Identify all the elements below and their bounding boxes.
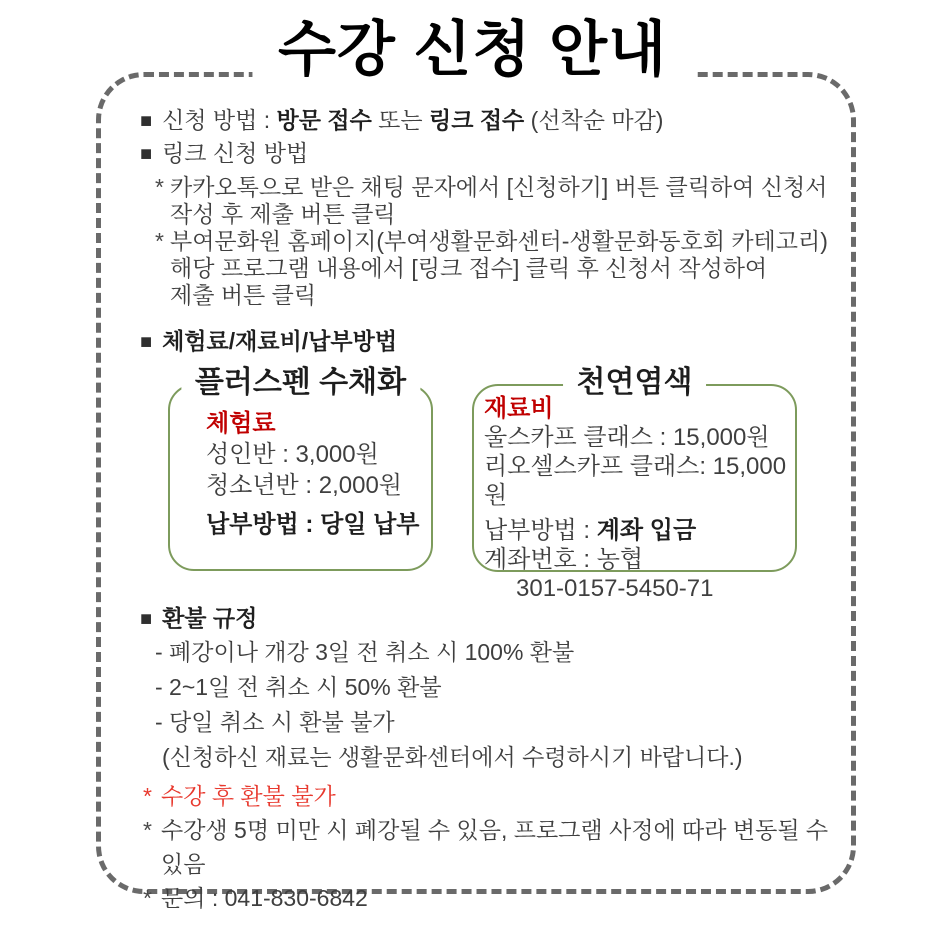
- no-refund-warning: [143, 779, 840, 813]
- account-number: 301-0157-5450-71: [516, 575, 714, 602]
- experience-fee-label: 체험료: [206, 410, 276, 437]
- square-bullet-icon: ■: [140, 608, 153, 630]
- step-text: 제출 버튼 클릭: [170, 282, 317, 308]
- youth-class-fee: 청소년반 : 2,000원: [206, 472, 402, 499]
- wool-scarf-fee: 울스카프 클래스 : 15,000원: [484, 424, 770, 451]
- step-line: [155, 228, 840, 255]
- footnote-text: 수강생 5명 미만 시 폐강될 수 있음, 프로그램 사정에 따라 변동될 수 있음: [161, 817, 829, 877]
- watercolor-box-body: [170, 386, 431, 540]
- step-line: [155, 255, 840, 282]
- dyeing-payment-method: [484, 516, 795, 545]
- adult-class-fee: 성인반 : 3,000원: [206, 441, 379, 468]
- step-text: 작성 후 제출 버튼 클릭: [170, 201, 396, 227]
- refund-policy-heading: [140, 602, 840, 635]
- step-line: [155, 201, 840, 228]
- fees-section-heading: [140, 325, 840, 358]
- fees-heading-text: 체험료/재료비/납부방법: [162, 328, 398, 354]
- dyeing-box-body: [474, 386, 795, 603]
- step-text: 부여문화원 홈페이지(부여생활문화센터-생활문화동호회 카테고리): [170, 228, 828, 254]
- asterisk-marker: *: [155, 174, 164, 200]
- account-bank-line: 계좌번호 : 농협: [484, 546, 644, 573]
- step-text: 카카오톡으로 받은 채팅 문자에서 [신청하기] 버튼 클릭하여 신청서: [170, 174, 828, 200]
- link-method-heading: [140, 137, 840, 170]
- refund-rule: - 폐강이나 개강 3일 전 취소 시 100% 환불: [155, 639, 575, 665]
- refund-policy-lines: [140, 635, 840, 775]
- asterisk-marker: *: [143, 885, 152, 911]
- footnote-text: 수강 후 환불 불가: [161, 783, 336, 809]
- material-pickup-note: (신청하신 재료는 생활문화센터에서 수령하시기 바랍니다.): [162, 744, 743, 770]
- asterisk-marker: [155, 201, 170, 228]
- square-bullet-icon: ■: [140, 143, 153, 165]
- page-title: 수강 신청 안내: [252, 14, 693, 86]
- contact-phone-line: [143, 881, 840, 915]
- square-bullet-icon: ■: [140, 110, 153, 132]
- natural-dyeing-fee-box: [472, 366, 797, 602]
- link-method-heading-text: 링크 신청 방법: [162, 140, 309, 166]
- material-fee-label: 재료비: [484, 395, 554, 422]
- first-come-note: (선착순 마감): [524, 107, 664, 133]
- footnotes: [140, 779, 840, 915]
- visit-reception-label: 방문 접수: [276, 107, 372, 133]
- fee-boxes: [168, 366, 840, 602]
- asterisk-marker: [155, 282, 170, 309]
- watercolor-box-legend: 플러스펜 수채화: [181, 366, 420, 399]
- link-reception-label: 링크 접수: [429, 107, 525, 133]
- refund-rule: - 당일 취소 시 환불 불가: [155, 709, 395, 735]
- square-bullet-icon: ■: [140, 331, 153, 353]
- step-line: [155, 174, 840, 201]
- application-method-prefix: 신청 방법 :: [162, 107, 277, 133]
- bank-transfer-label: 계좌 입금: [596, 517, 697, 544]
- asterisk-marker: *: [155, 228, 164, 254]
- watercolor-payment-method: 납부방법 : 당일 납부: [206, 511, 420, 538]
- cancellation-note: [143, 813, 840, 881]
- asterisk-marker: *: [143, 783, 152, 809]
- refund-rule: - 2~1일 전 취소 시 50% 환불: [155, 674, 442, 700]
- application-method-line: [140, 104, 840, 137]
- asterisk-marker: [155, 255, 170, 282]
- watercolor-fee-box: [168, 366, 433, 571]
- asterisk-marker: *: [143, 817, 152, 843]
- dyeing-box-legend: 천연염색: [563, 366, 707, 399]
- footnote-text: 문의 : 041-830-6842: [161, 885, 368, 911]
- step-line: [155, 282, 840, 309]
- link-method-steps: [155, 174, 840, 309]
- payment-method-prefix: 납부방법 :: [484, 517, 597, 544]
- step-text: 해당 프로그램 내용에서 [링크 접수] 클릭 후 신청서 작성하여: [170, 255, 768, 281]
- lyocell-scarf-fee: 리오셀스카프 클래스: 15,000원: [484, 453, 787, 509]
- refund-heading-text: 환불 규정: [162, 605, 258, 631]
- or-text: 또는: [371, 107, 430, 133]
- notice-content: [140, 104, 840, 915]
